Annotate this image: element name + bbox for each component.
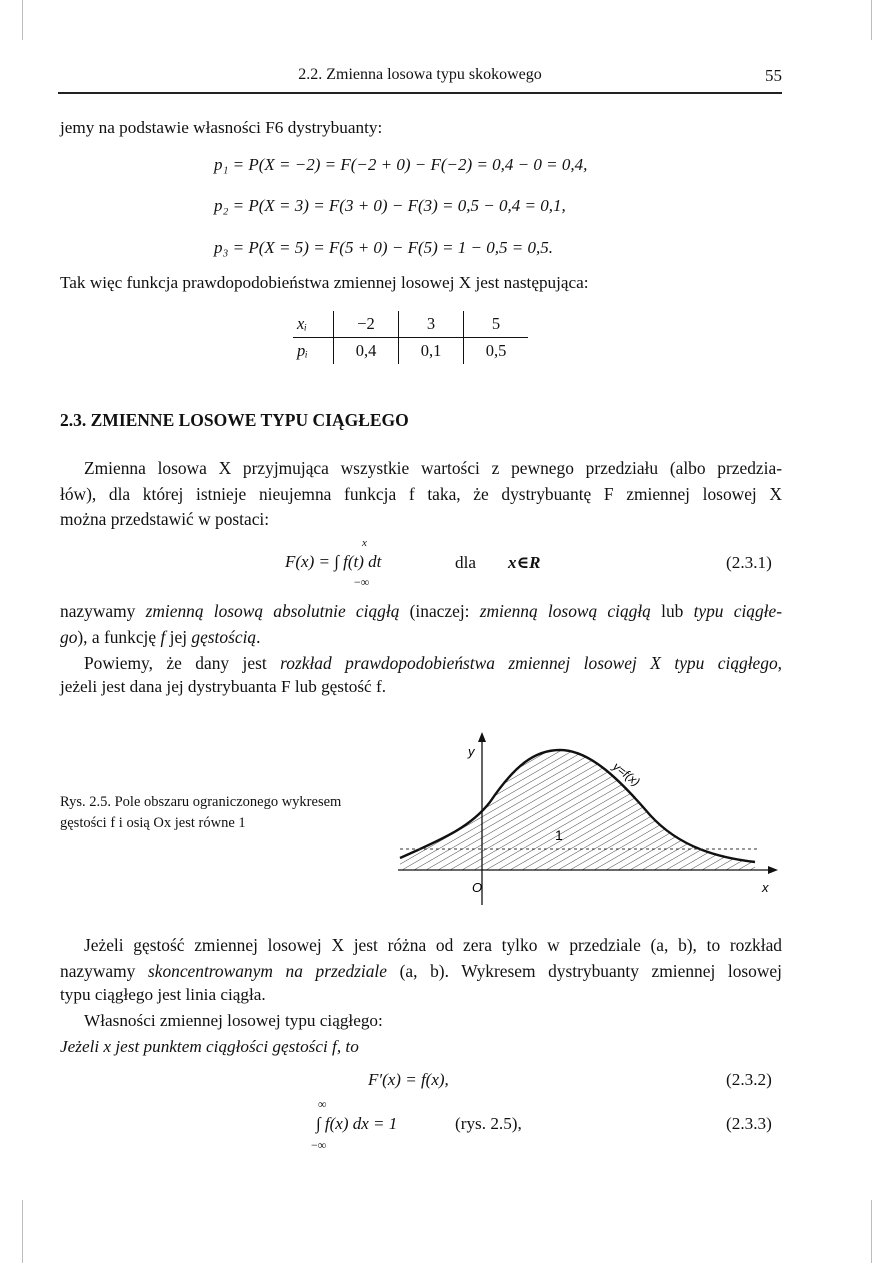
scan-edge-mark: [22, 1200, 23, 1263]
eq231-number: (2.3.1): [726, 553, 772, 572]
header-rule: [58, 92, 782, 94]
eq231-lower-limit: −∞: [354, 575, 370, 589]
eq231-domain: x∈R: [508, 553, 541, 572]
symbol-f: f: [160, 627, 166, 647]
eq233-number: (2.3.3): [726, 1114, 772, 1133]
term-continuous-type-end: go: [60, 627, 78, 647]
naming-text: lub: [650, 601, 694, 621]
y-axis-arrow: [478, 732, 486, 742]
scan-edge-mark: [871, 1200, 872, 1263]
eq231-dla: dla: [455, 553, 476, 572]
area-label: 1: [555, 827, 563, 843]
term-absolutely-continuous: zmienną losową absolutnie ciągłą: [145, 601, 400, 621]
table-cell: 0,4: [334, 338, 399, 365]
formula-p2: p₂ = P(X = 3) = F(3 + 0) − F(3) = 0,5 − 0,4 = 0,1,: [214, 196, 566, 215]
table-cell: 0,1: [399, 338, 464, 365]
eq233-note: (rys. 2.5),: [455, 1114, 522, 1133]
running-header: [58, 66, 782, 90]
powiemy-line-2: jeżeli jest dana jej dystrybuanta F lub gęstość f.: [60, 677, 387, 696]
distribution-table: [293, 311, 528, 364]
concentrated-text: nazywamy: [60, 961, 148, 981]
naming-line-2: [60, 625, 782, 650]
eq231-upper-limit: x: [362, 537, 367, 549]
term-distribution: rozkład prawdopodobieństwa zmiennej losowej X typu ciągłego,: [280, 653, 782, 673]
caption-line-1: Rys. 2.5. Pole obszaru ograniczonego wykresem: [60, 794, 342, 810]
figure-caption: [60, 792, 341, 834]
caption-line-2: gęstości f i osią Ox jest równe 1: [60, 815, 246, 831]
formula-p3: p₃ = P(X = 5) = F(5 + 0) − F(5) = 1 − 0,5 = 0,5.: [214, 238, 553, 257]
table-row-x: [293, 311, 528, 338]
eq232: F′(x) = f(x),: [368, 1070, 449, 1089]
curve-label: y=f(x): [610, 759, 643, 790]
powiemy-line-1: [84, 651, 782, 676]
eq231-lhs: F(x) = ∫ f(t) dt: [285, 552, 382, 571]
y-axis-label: y: [468, 744, 475, 759]
formula-p1: p₁ = P(X = −2) = F(−2 + 0) − F(−2) = 0,4 − 0 = 0,4,: [214, 155, 588, 174]
x-axis-label: x: [762, 880, 769, 895]
concentrated-line-1: Jeżeli gęstość zmiennej losowej X jest różna od zera tylko w przedziale (a, b), to rozkład: [84, 935, 782, 955]
scan-edge-mark: [22, 0, 23, 40]
naming-text: jej: [165, 627, 192, 647]
naming-text: nazywamy: [60, 601, 146, 621]
table-cell: 0,5: [464, 338, 529, 365]
section-heading: [60, 410, 409, 431]
table-label-x: xᵢ: [293, 311, 334, 338]
density-area: [400, 750, 755, 870]
concentrated-line-2: [60, 959, 782, 984]
table-row-p: [293, 338, 528, 365]
naming-text: ), a funkcję: [77, 627, 161, 647]
header-title: 2.2. Zmienna losowa typu skokowego: [298, 66, 542, 83]
concentrated-line-3: typu ciągłego jest linia ciągła.: [60, 985, 266, 1004]
eq232-number: (2.3.2): [726, 1070, 772, 1089]
eq233-upper-limit: ∞: [318, 1097, 327, 1111]
term-density: gęstością: [191, 627, 257, 647]
properties-intro: Własności zmiennej losowej typu ciągłego:: [84, 1011, 383, 1030]
table-cell: 5: [464, 311, 529, 338]
naming-line-1: [60, 599, 782, 624]
conclusion-line: Tak więc funkcja prawdopodobieństwa zmiennej losowej X jest następująca:: [60, 273, 589, 292]
concentrated-text: (a, b). Wykresem dystrybuanty zmiennej losowej: [387, 961, 782, 981]
term-continuous-type: typu ciągłe-: [693, 601, 783, 621]
x-axis-arrow: [768, 866, 778, 874]
naming-text: (inaczej:: [399, 601, 480, 621]
definition-line-2: łów), dla której istnieje nieujemna funkcja f taka, że dystrybuantę F zmiennej losowej X: [60, 484, 782, 504]
eq233-lower-limit: −∞: [311, 1138, 327, 1152]
table-cell: −2: [334, 311, 399, 338]
term-continuous: zmienną losową ciągłą: [479, 601, 651, 621]
naming-text: .: [256, 627, 261, 647]
property-1: Jeżeli x jest punktem ciągłości gęstości f, to: [60, 1037, 359, 1056]
intro-line: jemy na podstawie własności F6 dystrybuanty:: [60, 118, 383, 137]
origin-label: O: [472, 880, 483, 895]
definition-line-1: Zmienna losowa X przyjmująca wszystkie wartości z pewnego przedziału (albo przedzia-: [84, 458, 782, 478]
density-figure: [380, 730, 800, 910]
powiemy-text: Powiemy, że dany jest: [84, 653, 281, 673]
scan-edge-mark: [871, 0, 872, 40]
eq233: ∫ f(x) dx = 1: [316, 1114, 398, 1133]
table-label-p: pᵢ: [297, 341, 308, 360]
definition-line-3: można przedstawić w postaci:: [60, 509, 270, 529]
term-concentrated: skoncentrowanym na przedziale: [147, 961, 387, 981]
section-title: ZMIENNE LOSOWE TYPU CIĄGŁEGO: [90, 410, 409, 430]
section-number: 2.3.: [60, 410, 87, 430]
page-number: 55: [765, 66, 782, 85]
table-cell: 3: [399, 311, 464, 338]
